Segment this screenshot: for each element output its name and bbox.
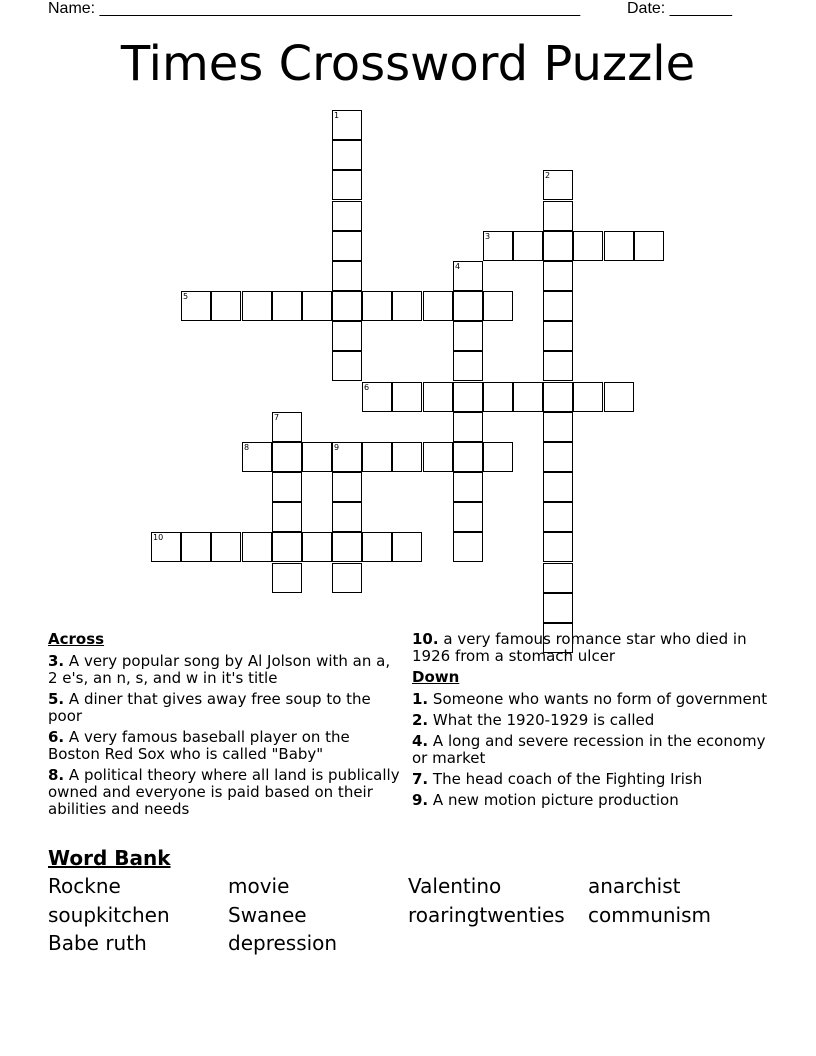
- crossword-cell[interactable]: [332, 170, 362, 200]
- clue-down-4: 4. A long and severe recession in the economy or market: [412, 732, 766, 767]
- clue-down-9: 9. A new motion picture production: [412, 791, 679, 809]
- crossword-cell[interactable]: [453, 502, 483, 532]
- crossword-cell[interactable]: [543, 472, 573, 502]
- crossword-cell[interactable]: [332, 563, 362, 593]
- clue-number-label: 7: [274, 413, 280, 422]
- crossword-cell[interactable]: [543, 231, 573, 261]
- crossword-cell[interactable]: [242, 532, 272, 562]
- crossword-cell[interactable]: [423, 291, 453, 321]
- crossword-cell[interactable]: [332, 502, 362, 532]
- clue-number-label: 3: [485, 232, 491, 241]
- clues-right-column: [412, 631, 772, 813]
- word-bank-item: Swanee: [228, 903, 307, 927]
- crossword-cell[interactable]: [181, 291, 211, 321]
- crossword-cell[interactable]: [242, 291, 272, 321]
- crossword-cell[interactable]: [392, 442, 422, 472]
- crossword-cell[interactable]: [573, 231, 603, 261]
- crossword-cell[interactable]: [604, 231, 634, 261]
- crossword-cell[interactable]: [513, 382, 543, 412]
- clue-across-6: 6. A very famous baseball player on the Boston Red Sox who is called "Baby": [48, 728, 350, 763]
- crossword-cell[interactable]: [211, 291, 241, 321]
- crossword-cell[interactable]: [332, 291, 362, 321]
- crossword-cell[interactable]: [211, 532, 241, 562]
- crossword-cell[interactable]: [573, 382, 603, 412]
- clue-number-label: 10: [153, 533, 164, 542]
- across-heading: Across: [48, 630, 105, 648]
- crossword-cell[interactable]: [543, 351, 573, 381]
- crossword-cell[interactable]: [453, 472, 483, 502]
- crossword-cell[interactable]: [483, 382, 513, 412]
- clue-number-label: 6: [364, 383, 370, 392]
- crossword-cell[interactable]: [332, 110, 362, 140]
- crossword-cell[interactable]: [543, 502, 573, 532]
- word-bank-item: depression: [228, 931, 338, 955]
- crossword-cell[interactable]: [302, 442, 332, 472]
- crossword-cell[interactable]: [362, 532, 392, 562]
- page-title: Times Crossword Puzzle: [120, 36, 696, 92]
- crossword-cell[interactable]: [453, 412, 483, 442]
- crossword-cell[interactable]: [423, 442, 453, 472]
- crossword-cell[interactable]: [272, 563, 302, 593]
- crossword-cell[interactable]: [302, 532, 332, 562]
- crossword-cell[interactable]: [332, 261, 362, 291]
- crossword-cell[interactable]: [483, 442, 513, 472]
- crossword-cell[interactable]: [453, 382, 483, 412]
- word-bank-item: Valentino: [408, 874, 502, 898]
- crossword-cell[interactable]: [272, 532, 302, 562]
- crossword-cell[interactable]: [332, 532, 362, 562]
- word-bank-item: soupkitchen: [48, 903, 170, 927]
- crossword-cell[interactable]: [543, 321, 573, 351]
- crossword-cell[interactable]: [543, 412, 573, 442]
- word-bank-item: Babe ruth: [48, 931, 147, 955]
- crossword-cell[interactable]: [242, 442, 272, 472]
- crossword-cell[interactable]: [543, 382, 573, 412]
- crossword-cell[interactable]: [543, 563, 573, 593]
- crossword-cell[interactable]: [483, 231, 513, 261]
- clue-number-label: 2: [545, 171, 551, 180]
- word-bank-item: communism: [588, 903, 712, 927]
- crossword-cell[interactable]: [272, 472, 302, 502]
- word-bank-item: anarchist: [588, 874, 681, 898]
- clue-down-7: 7. The head coach of the Fighting Irish: [412, 770, 703, 788]
- clue-number-label: 8: [244, 443, 250, 452]
- clue-down-2: 2. What the 1920-1929 is called: [412, 711, 655, 729]
- crossword-cell[interactable]: [362, 382, 392, 412]
- crossword-cell[interactable]: [392, 382, 422, 412]
- crossword-cell[interactable]: [483, 291, 513, 321]
- crossword-cell[interactable]: [543, 442, 573, 472]
- crossword-cell[interactable]: [453, 532, 483, 562]
- crossword-cell[interactable]: [543, 201, 573, 231]
- crossword-cell[interactable]: [423, 382, 453, 412]
- date-field-line: Date: _______: [627, 0, 732, 17]
- clue-across-3: 3. A very popular song by Al Jolson with an a, 2 e's, an n, s, and w in it's title: [48, 652, 391, 687]
- word-bank-item: movie: [228, 874, 290, 898]
- clue-number-label: 1: [334, 111, 340, 120]
- crossword-cell[interactable]: [272, 442, 302, 472]
- clue-across-8: 8. A political theory where all land is publically owned and everyone is paid based on their abilities and needs: [48, 766, 400, 818]
- crossword-cell[interactable]: [302, 291, 332, 321]
- word-bank-item: Rockne: [48, 874, 121, 898]
- crossword-cell[interactable]: [332, 472, 362, 502]
- crossword-cell[interactable]: [332, 201, 362, 231]
- word-bank-item: roaringtwenties: [408, 903, 565, 927]
- clue-number-label: 4: [455, 262, 461, 271]
- crossword-cell[interactable]: [272, 291, 302, 321]
- crossword-cell[interactable]: [453, 261, 483, 291]
- clue-number-label: 5: [183, 292, 189, 301]
- crossword-cell[interactable]: [453, 442, 483, 472]
- clue-across-5: 5. A diner that gives away free soup to the poor: [48, 690, 371, 725]
- crossword-cell[interactable]: [543, 532, 573, 562]
- crossword-cell[interactable]: [151, 532, 181, 562]
- crossword-cell[interactable]: [543, 170, 573, 200]
- clue-down-1: 1. Someone who wants no form of government: [412, 690, 768, 708]
- crossword-cell[interactable]: [453, 291, 483, 321]
- word-bank-title: Word Bank: [48, 846, 171, 870]
- crossword-cell[interactable]: [453, 351, 483, 381]
- crossword-cell[interactable]: [272, 502, 302, 532]
- crossword-cell[interactable]: [181, 532, 211, 562]
- crossword-cell[interactable]: [453, 321, 483, 351]
- crossword-cell[interactable]: [362, 291, 392, 321]
- crossword-cell[interactable]: [543, 593, 573, 623]
- crossword-cell[interactable]: [513, 231, 543, 261]
- name-field-line: Name: ______________________________________________________: [48, 0, 581, 17]
- crossword-cell[interactable]: [634, 231, 664, 261]
- crossword-cell[interactable]: [362, 442, 392, 472]
- down-heading: Down: [412, 668, 460, 686]
- crossword-cell[interactable]: [332, 321, 362, 351]
- crossword-cell[interactable]: [272, 412, 302, 442]
- crossword-cell[interactable]: [543, 261, 573, 291]
- crossword-cell[interactable]: [392, 532, 422, 562]
- clue-across-10: 10. a very famous romance star who died in 1926 from a stomach ulcer: [412, 630, 747, 665]
- crossword-cell[interactable]: [332, 351, 362, 381]
- crossword-cell[interactable]: [332, 140, 362, 170]
- crossword-cell[interactable]: [332, 442, 362, 472]
- crossword-cell[interactable]: [332, 231, 362, 261]
- crossword-cell[interactable]: [604, 382, 634, 412]
- crossword-cell[interactable]: [392, 291, 422, 321]
- clues-left-column: [48, 631, 400, 822]
- crossword-cell[interactable]: [543, 291, 573, 321]
- clue-number-label: 9: [334, 443, 340, 452]
